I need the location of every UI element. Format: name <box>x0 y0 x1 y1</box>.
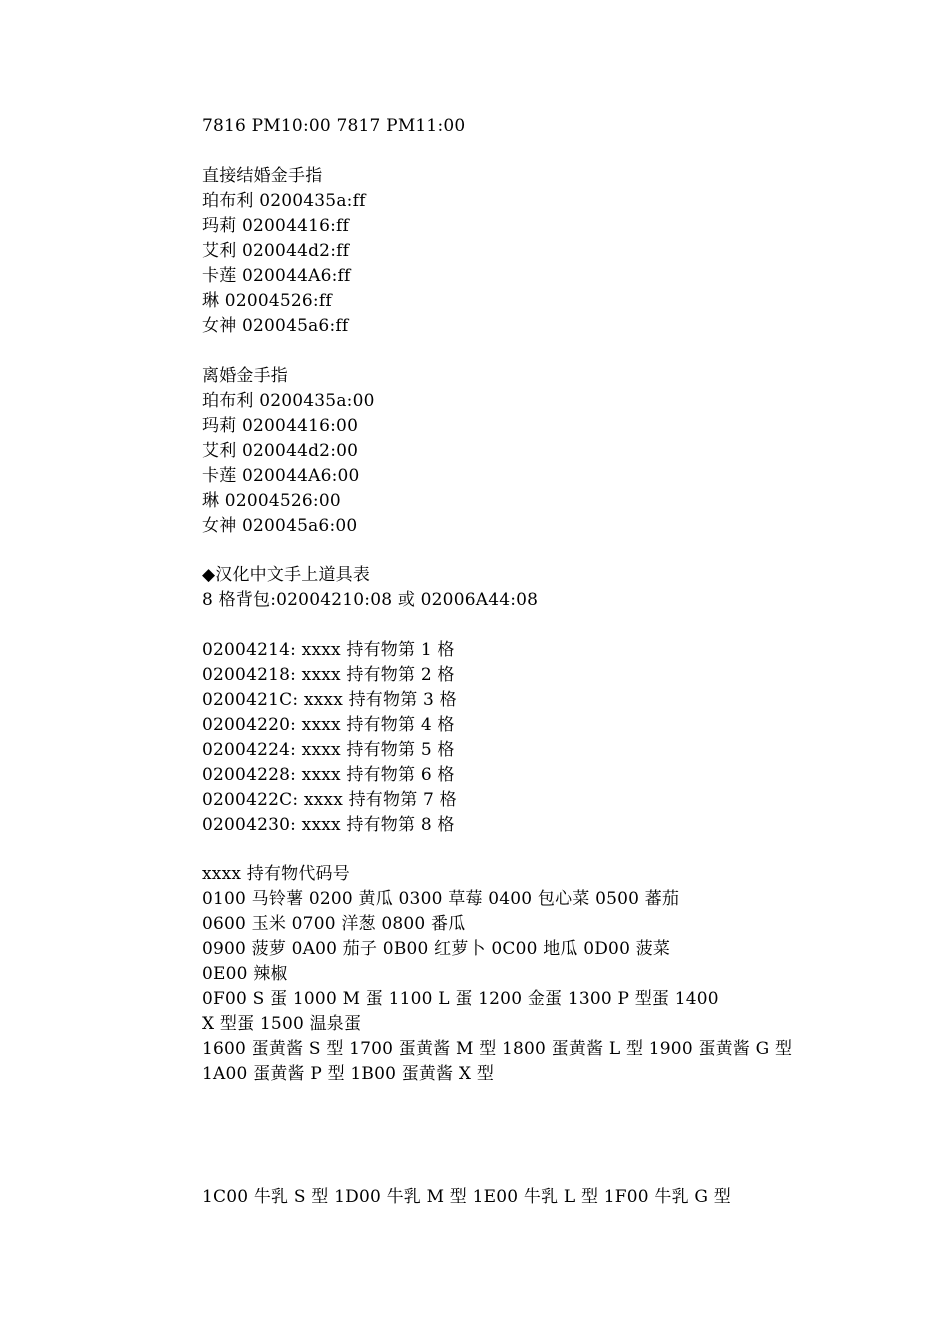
item-table-heading: ◆汉化中文手上道具表 <box>202 565 371 585</box>
item-code-heading: xxxx 持有物代码号 <box>202 864 350 884</box>
item-code-line: 0E00 辣椒 <box>202 964 288 984</box>
divorce-code-line: 女神 020045a6:00 <box>202 516 358 536</box>
item-slot-line: 02004214: xxxx 持有物第 1 格 <box>202 640 455 660</box>
item-slot-line: 02004228: xxxx 持有物第 6 格 <box>202 765 455 785</box>
divorce-code-line: 卡莲 020044A6:00 <box>202 466 360 486</box>
marriage-code-line: 琳 02004526:ff <box>202 291 332 311</box>
marriage-code-line: 玛莉 02004416:ff <box>202 216 350 236</box>
item-slot-line: 0200421C: xxxx 持有物第 3 格 <box>202 690 457 710</box>
item-code-line: X 型蛋 1500 温泉蛋 <box>202 1014 362 1034</box>
item-slot-line: 02004230: xxxx 持有物第 8 格 <box>202 815 455 835</box>
divorce-cheat-heading: 离婚金手指 <box>202 366 288 386</box>
marriage-cheat-heading: 直接结婚金手指 <box>202 166 323 186</box>
item-code-line: 0100 马铃薯 0200 黄瓜 0300 草莓 0400 包心菜 0500 蕃茄 <box>202 889 680 909</box>
item-code-line: 1C00 牛乳 S 型 1D00 牛乳 M 型 1E00 牛乳 L 型 1F00 牛乳 G 型 <box>202 1187 732 1207</box>
marriage-code-line: 珀布利 0200435a:ff <box>202 191 366 211</box>
backpack-code-line: 8 格背包:02004210:08 或 02006A44:08 <box>202 590 539 610</box>
item-slot-line: 0200422C: xxxx 持有物第 7 格 <box>202 790 457 810</box>
time-codes-line: 7816 PM10:00 7817 PM11:00 <box>202 116 466 136</box>
item-code-line: 0600 玉米 0700 洋葱 0800 番瓜 <box>202 914 466 934</box>
marriage-code-line: 女神 020045a6:ff <box>202 316 349 336</box>
item-code-line: 0F00 S 蛋 1000 M 蛋 1100 L 蛋 1200 金蛋 1300 P 型蛋 1400 <box>202 989 719 1009</box>
item-code-line: 0900 菠萝 0A00 茄子 0B00 红萝卜 0C00 地瓜 0D00 菠菜 <box>202 939 671 959</box>
divorce-code-line: 玛莉 02004416:00 <box>202 416 359 436</box>
item-slot-line: 02004224: xxxx 持有物第 5 格 <box>202 740 455 760</box>
divorce-code-line: 珀布利 0200435a:00 <box>202 391 375 411</box>
marriage-code-line: 卡莲 020044A6:ff <box>202 266 351 286</box>
item-slot-line: 02004218: xxxx 持有物第 2 格 <box>202 665 455 685</box>
item-slot-line: 02004220: xxxx 持有物第 4 格 <box>202 715 455 735</box>
divorce-code-line: 艾利 020044d2:00 <box>202 441 359 461</box>
marriage-code-line: 艾利 020044d2:ff <box>202 241 350 261</box>
divorce-code-line: 琳 02004526:00 <box>202 491 341 511</box>
item-code-line: 1600 蛋黄酱 S 型 1700 蛋黄酱 M 型 1800 蛋黄酱 L 型 1900 蛋黄酱 G 型 <box>202 1039 793 1059</box>
item-code-line: 1A00 蛋黄酱 P 型 1B00 蛋黄酱 X 型 <box>202 1064 495 1084</box>
